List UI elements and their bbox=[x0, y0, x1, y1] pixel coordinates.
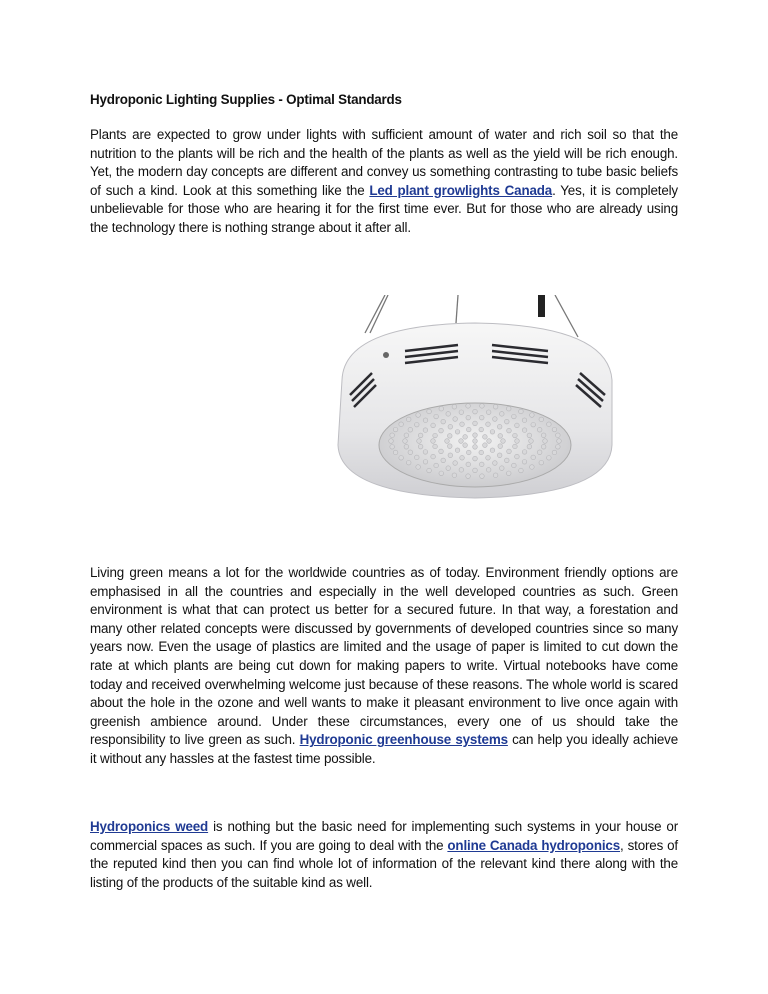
link-online-canada-hydroponics[interactable]: online Canada hydroponics bbox=[447, 837, 621, 853]
led-dot bbox=[459, 410, 464, 415]
led-dot bbox=[515, 423, 520, 428]
led-dot bbox=[522, 428, 527, 433]
led-dot bbox=[418, 433, 423, 438]
led-dot bbox=[473, 433, 478, 438]
led-dot bbox=[460, 422, 465, 427]
led-dot bbox=[431, 423, 436, 428]
led-dot bbox=[505, 458, 510, 463]
led-dot bbox=[541, 433, 546, 438]
paragraph-text: can help you ideally achieve it without any hassles at the fastest time possible. bbox=[90, 732, 679, 766]
led-dot bbox=[531, 422, 536, 427]
led-dot bbox=[493, 404, 498, 409]
led-dot bbox=[433, 433, 438, 438]
grow-light-image bbox=[330, 295, 620, 510]
led-dot bbox=[404, 444, 409, 449]
led-dot bbox=[441, 419, 446, 424]
led-dot bbox=[455, 430, 460, 435]
led-dot bbox=[466, 415, 471, 420]
led-dot bbox=[480, 404, 485, 409]
led-dot bbox=[466, 474, 471, 479]
led-dot bbox=[497, 424, 502, 429]
led-dot bbox=[390, 433, 395, 438]
led-dot bbox=[522, 418, 527, 423]
led-dot bbox=[433, 444, 438, 449]
led-dot bbox=[404, 433, 409, 438]
led-dot bbox=[423, 450, 428, 455]
led-dot bbox=[441, 458, 446, 463]
paragraph-text: Plants are expected to grow under lights with sufficient amount of water and rich soil so that the nutrition to the plants will be rich and the health of the plants as well as the yield will be rich enough. Yet, the modern day concepts are different and convey us something contrasting to tube basic beliefs of such a kind. Look at this something like the bbox=[90, 127, 678, 198]
led-dot bbox=[479, 415, 484, 420]
led-dot bbox=[539, 417, 544, 422]
led-dot bbox=[445, 439, 450, 444]
led-dot bbox=[531, 455, 536, 460]
led-dot bbox=[512, 414, 517, 419]
led-dot bbox=[453, 461, 458, 466]
led-dot bbox=[389, 439, 394, 444]
led-dot bbox=[427, 409, 432, 414]
led-dot bbox=[423, 418, 428, 423]
led-dot bbox=[507, 428, 512, 433]
led-dot bbox=[448, 424, 453, 429]
led-dot bbox=[466, 404, 471, 409]
power-cable bbox=[538, 295, 545, 317]
led-dot bbox=[473, 445, 478, 450]
led-dot bbox=[483, 443, 488, 448]
led-dot bbox=[506, 406, 511, 411]
led-dot bbox=[439, 428, 444, 433]
led-dot bbox=[447, 434, 452, 439]
paragraph-living-green bbox=[90, 564, 678, 769]
led-dot bbox=[512, 463, 517, 468]
paragraph-text: . Yes, it is completely unbelievable for those who are hearing it for the first time ever. But for those who are already using the technology there is nothing strange about it after all. bbox=[90, 182, 678, 235]
led-dot bbox=[439, 449, 444, 454]
led-dot bbox=[431, 454, 436, 459]
led-dot bbox=[486, 410, 491, 415]
led-dot bbox=[552, 427, 557, 432]
led-dot bbox=[515, 439, 520, 444]
led-dot bbox=[519, 409, 524, 414]
led-dot bbox=[493, 417, 498, 422]
led-dot bbox=[393, 427, 398, 432]
led-dot bbox=[439, 471, 444, 476]
led-dot bbox=[557, 439, 562, 444]
led-dot bbox=[473, 456, 478, 461]
document-title: Hydroponic Lighting Supplies - Optimal Standards bbox=[90, 92, 402, 107]
led-dot bbox=[473, 439, 478, 444]
led-dot bbox=[497, 453, 502, 458]
led-dot bbox=[486, 455, 491, 460]
led-dot bbox=[423, 428, 428, 433]
led-dot bbox=[493, 461, 498, 466]
led-dot bbox=[416, 465, 421, 470]
led-dot bbox=[418, 444, 423, 449]
led-dot bbox=[399, 455, 404, 460]
led-dot bbox=[414, 422, 419, 427]
led-dot bbox=[501, 439, 506, 444]
link-hydroponics-weed[interactable]: Hydroponics weed bbox=[90, 819, 209, 834]
led-dot bbox=[473, 409, 478, 414]
led-dot bbox=[446, 412, 451, 417]
led-dot bbox=[556, 433, 561, 438]
led-dot bbox=[499, 466, 504, 471]
led-dot bbox=[416, 413, 421, 418]
paragraph-intro bbox=[90, 126, 678, 238]
led-dot bbox=[414, 455, 419, 460]
led-dot bbox=[439, 406, 444, 411]
led-dot bbox=[408, 427, 413, 432]
led-dot bbox=[406, 417, 411, 422]
led-dot bbox=[466, 427, 471, 432]
paragraph-text: is nothing but the basic need for implementing such systems in your house or commercial spaces as such. If you are going to deal with the bbox=[90, 819, 679, 853]
led-dot bbox=[506, 471, 511, 476]
led-dot bbox=[529, 439, 534, 444]
led-dot bbox=[530, 413, 535, 418]
led-dot bbox=[427, 468, 432, 473]
led-dot bbox=[513, 433, 518, 438]
led-dot bbox=[527, 433, 532, 438]
led-dot bbox=[499, 412, 504, 417]
led-dot bbox=[522, 459, 527, 464]
led-dot bbox=[393, 450, 398, 455]
led-dot bbox=[490, 430, 495, 435]
led-dot bbox=[505, 419, 510, 424]
paragraph-hydroponics-weed bbox=[90, 818, 678, 892]
led-dot bbox=[452, 404, 457, 409]
led-dot bbox=[399, 422, 404, 427]
paragraph-text: , stores of the reputed kind then you can find whole lot of information of the relevant kind there along with the listing of the products of the suitable kind as well. bbox=[90, 837, 678, 890]
link-hydroponic-greenhouse-systems[interactable]: Hydroponic greenhouse systems bbox=[299, 732, 508, 748]
led-dot bbox=[552, 450, 557, 455]
led-dot bbox=[459, 468, 464, 473]
led-dot bbox=[537, 450, 542, 455]
led-dot bbox=[479, 427, 484, 432]
led-dot bbox=[519, 468, 524, 473]
led-dot bbox=[453, 417, 458, 422]
led-dot bbox=[446, 466, 451, 471]
led-dot bbox=[479, 450, 484, 455]
led-dot bbox=[483, 435, 488, 440]
paragraph-text: Living green means a lot for the worldwide countries as of today. Environment friendly options are emphasised in all the countries and especially in the well developed countries as such. Green environment is what that can protect us better for a secured future. In that way, a forestation and many other related concepts were discussed by governments of developed countries since so many years now. Even the usage of plastics are limited and the usage of paper is limited to cut down the rate at which plants are being cut down for making papers to write. Virtual notebooks have come today and received overwhelming welcome just because of these reasons. The whole world is scared about the hole in the ozone and well wants to make it pleasant environment to live once again with greenish ambience around. Under these circumstances, every one of us should take the responsibility to live green as such. bbox=[90, 565, 678, 748]
led-dot bbox=[527, 444, 532, 449]
led-dot bbox=[431, 439, 436, 444]
led-dot bbox=[459, 439, 464, 444]
led-dot bbox=[487, 439, 492, 444]
led-dot bbox=[455, 448, 460, 453]
led-dot bbox=[530, 465, 535, 470]
led-dot bbox=[479, 462, 484, 467]
led-dot bbox=[473, 468, 478, 473]
led-dot bbox=[541, 444, 546, 449]
led-dot bbox=[547, 422, 552, 427]
led-dot bbox=[452, 473, 457, 478]
led-dot bbox=[463, 435, 468, 440]
led-dot bbox=[493, 473, 498, 478]
led-dot bbox=[448, 453, 453, 458]
led-dot bbox=[543, 439, 548, 444]
led-dot bbox=[556, 445, 561, 450]
led-dot bbox=[513, 444, 518, 449]
led-dot bbox=[490, 448, 495, 453]
led-dot bbox=[537, 427, 542, 432]
link-led-plant-growlights[interactable]: Led plant growlights Canada bbox=[369, 182, 553, 198]
led-dot bbox=[522, 450, 527, 455]
led-dot bbox=[408, 450, 413, 455]
led-dot bbox=[507, 449, 512, 454]
led-dot bbox=[498, 444, 503, 449]
led-dot bbox=[460, 455, 465, 460]
led-dot bbox=[434, 463, 439, 468]
led-dot bbox=[466, 450, 471, 455]
led-dot bbox=[486, 422, 491, 427]
led-dot bbox=[547, 455, 552, 460]
led-dot bbox=[406, 460, 411, 465]
led-grow-light-illustration bbox=[330, 295, 620, 510]
led-dot bbox=[486, 468, 491, 473]
led-dot bbox=[539, 460, 544, 465]
led-dot bbox=[480, 474, 485, 479]
led-dot bbox=[515, 454, 520, 459]
led-dot bbox=[463, 443, 468, 448]
led-dot bbox=[434, 414, 439, 419]
led-dot bbox=[447, 444, 452, 449]
led-dot bbox=[466, 462, 471, 467]
led-dot bbox=[417, 439, 422, 444]
led-dot bbox=[423, 459, 428, 464]
led-dot bbox=[390, 445, 395, 450]
led-dot bbox=[403, 439, 408, 444]
led-dot bbox=[473, 421, 478, 426]
led-dot bbox=[498, 434, 503, 439]
